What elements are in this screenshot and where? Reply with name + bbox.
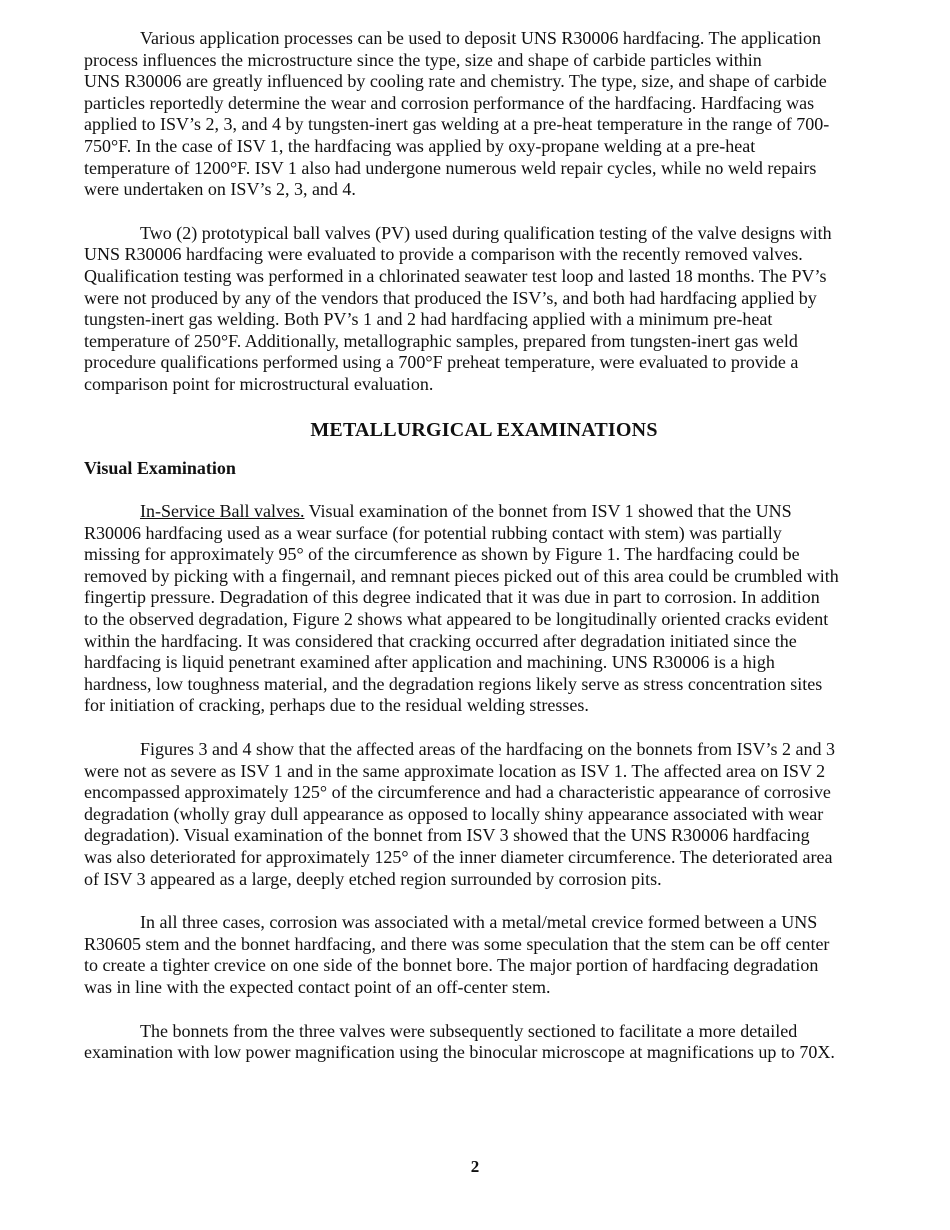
text-line — [84, 695, 884, 717]
text-line — [84, 609, 884, 631]
section-heading: METALLURGICAL EXAMINATIONS — [310, 418, 658, 441]
text-line — [84, 566, 884, 588]
line-text: for initiation of cracking, perhaps due to the residual welding stresses. — [84, 695, 589, 716]
text-line — [84, 331, 884, 353]
text-line — [84, 374, 884, 396]
paragraph — [84, 28, 884, 201]
subsection-heading: Visual Examination — [84, 457, 236, 478]
text-line — [84, 71, 884, 93]
text-line — [84, 652, 884, 674]
line-text: hardness, low toughness material, and the degradation regions likely serve as stress concentration sites — [84, 673, 823, 694]
intro-section — [84, 28, 884, 396]
text-line — [84, 739, 884, 761]
text-line — [84, 50, 884, 72]
text-line — [84, 1021, 884, 1043]
line-text: R30605 stem and the bonnet hardfacing, and there was some speculation that the stem can be off center — [84, 933, 830, 954]
line-text: UNS R30006 are greatly influenced by cooling rate and chemistry. The type, size, and shape of carbide — [84, 71, 827, 92]
text-line — [84, 631, 884, 653]
text-line — [84, 674, 884, 696]
text-line — [84, 847, 884, 869]
paragraph — [84, 1021, 884, 1064]
text-line — [84, 309, 884, 331]
line-text: encompassed approximately 125° of the circumference and had a characteristic appearance of corrosive — [84, 782, 831, 803]
line-text: temperature of 250°F. Additionally, metallographic samples, prepared from tungsten-inert gas weld — [84, 330, 798, 351]
line-text: was also deteriorated for approximately 125° of the inner diameter circumference. The deteriorated area — [84, 847, 833, 867]
text-line — [84, 587, 884, 609]
line-text: were not as severe as ISV 1 and in the same approximate location as ISV 1. The affected area on ISV 2 — [84, 760, 826, 781]
line-text: degradation (wholly gray dull appearance as opposed to locally shiny appearance associated with wear — [84, 803, 824, 824]
text-line — [84, 352, 884, 374]
text-line — [84, 136, 884, 158]
line-text: within the hardfacing. It was considered that cracking occurred after degradation initiated since the — [84, 630, 797, 651]
line-text: of ISV 3 appeared as a large, deeply etched region surrounded by corrosion pits. — [84, 868, 662, 889]
line-text: Figures 3 and 4 show that the affected areas of the hardfacing on the bonnets from ISV’s 2 and 3 — [140, 739, 835, 760]
line-text: tungsten-inert gas welding. Both PV’s 1 and 2 had hardfacing applied with a minimum pre-heat — [84, 309, 773, 330]
text-line — [84, 869, 884, 891]
line-text: fingertip pressure. Degradation of this degree indicated that it was due in part to corrosion. In addition — [84, 587, 820, 608]
line-text: to create a tighter crevice on one side of the bonnet bore. The major portion of hardfacing degradation — [84, 955, 819, 976]
text-line — [84, 114, 884, 136]
paragraph — [84, 912, 884, 998]
line-text: 750°F. In the case of ISV 1, the hardfacing was applied by oxy-propane welding at a pre-heat — [84, 135, 756, 156]
paragraph — [84, 739, 884, 890]
line-text: procedure qualifications performed using a 700°F preheat temperature, were evaluated to provide a — [84, 352, 799, 373]
line-text: Visual examination of the bonnet from ISV 1 showed that the UNS — [304, 501, 792, 522]
text-line — [84, 977, 884, 999]
line-text: UNS R30006 hardfacing were evaluated to provide a comparison with the recently removed valves. — [84, 244, 803, 265]
line-text: Qualification testing was performed in a chlorinated seawater test loop and lasted 18 months. The PV’s — [84, 265, 827, 286]
line-text: missing for approximately 95° of the circumference as shown by Figure 1. The hardfacing could be — [84, 544, 800, 565]
text-line — [84, 28, 884, 50]
inline-heading: In-Service Ball valves. — [140, 501, 305, 522]
paragraph — [84, 501, 884, 717]
text-line — [84, 158, 884, 180]
text-line — [84, 179, 884, 201]
line-text: to the observed degradation, Figure 2 shows what appeared to be longitudinally oriented cracks evident — [84, 609, 829, 630]
paragraph — [84, 223, 884, 396]
text-line — [84, 523, 884, 545]
line-text: degradation). Visual examination of the bonnet from ISV 3 showed that the UNS R30006 hardfacing — [84, 825, 810, 846]
line-text: applied to ISV’s 2, 3, and 4 by tungsten-inert gas welding at a pre-heat temperature in the range of 700- — [84, 114, 830, 135]
line-text: hardfacing is liquid penetrant examined after application and machining. UNS R30006 is a high — [84, 652, 775, 673]
text-line — [84, 825, 884, 847]
document-page — [84, 28, 884, 1086]
line-text: examination with low power magnification using the binocular microscope at magnifications up to 70X. — [84, 1042, 835, 1063]
line-text: Various application processes can be used to deposit UNS R30006 hardfacing. The application — [140, 28, 822, 48]
text-line — [84, 93, 884, 115]
line-text: In all three cases, corrosion was associated with a metal/metal crevice formed between a UNS — [140, 912, 818, 933]
text-line — [84, 804, 884, 826]
text-line — [84, 244, 884, 266]
line-text: were undertaken on ISV’s 2, 3, and 4. — [84, 179, 356, 200]
text-line — [84, 223, 884, 245]
text-line — [84, 955, 884, 977]
text-line — [84, 544, 884, 566]
line-text: were not produced by any of the vendors that produced the ISV’s, and both had hardfacing applied by — [84, 287, 817, 308]
line-text: particles reportedly determine the wear and corrosion performance of the hardfacing. Hardfacing was — [84, 92, 815, 113]
line-text: was in line with the expected contact point of an off-center stem. — [84, 976, 551, 997]
text-line — [84, 288, 884, 310]
text-line — [84, 266, 884, 288]
text-line — [84, 1042, 884, 1064]
line-text: The bonnets from the three valves were subsequently sectioned to facilitate a more detailed — [140, 1020, 798, 1041]
line-text: R30006 hardfacing used as a wear surface (for potential rubbing contact with stem) was partially — [84, 522, 782, 543]
line-text: process influences the microstructure since the type, size and shape of carbide particles within — [84, 49, 762, 70]
visual-examination-section — [84, 501, 884, 1064]
line-text: temperature of 1200°F. ISV 1 also had undergone numerous weld repair cycles, while no weld repairs — [84, 157, 817, 178]
text-line — [84, 761, 884, 783]
page-number: 2 — [470, 1157, 480, 1176]
text-line — [84, 501, 884, 523]
text-line — [84, 782, 884, 804]
text-line — [84, 934, 884, 956]
line-text: comparison point for microstructural evaluation. — [84, 373, 434, 394]
line-text: Two (2) prototypical ball valves (PV) used during qualification testing of the valve designs with — [140, 222, 832, 243]
text-line — [84, 912, 884, 934]
line-text: removed by picking with a fingernail, and remnant pieces picked out of this area could be crumbled with — [84, 565, 839, 586]
